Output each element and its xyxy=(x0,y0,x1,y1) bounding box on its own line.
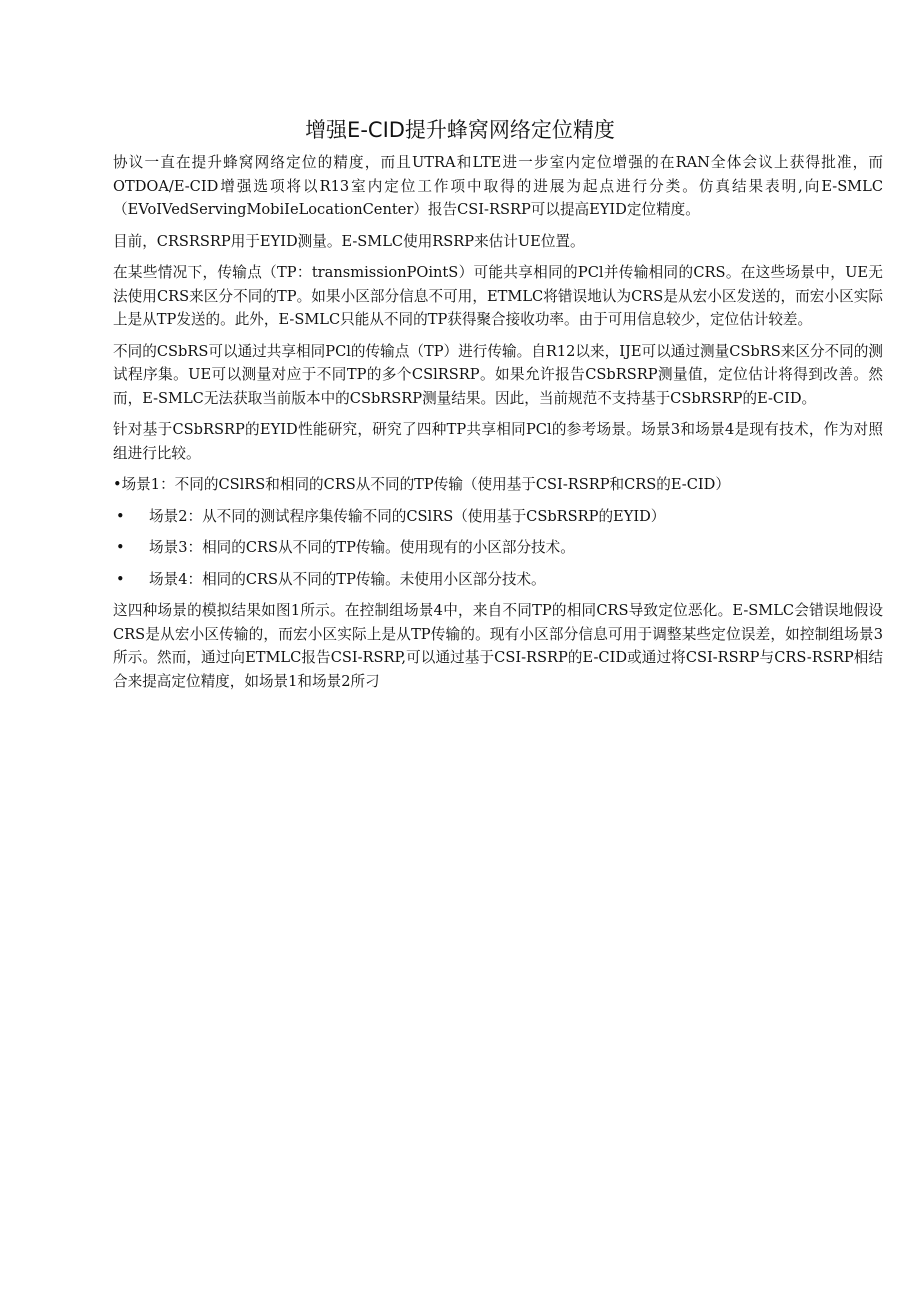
bullet-marker: • xyxy=(116,539,125,556)
bullet-scenario-2 xyxy=(113,505,883,529)
bullet-marker: • xyxy=(116,570,125,588)
bullet-marker: • xyxy=(116,507,125,525)
document-body xyxy=(113,151,883,701)
paragraph-reference-scenarios: 针对基于CSbRSRP的EYID性能研究，研究了四种TP共享相同PCl的参考场景。场景3和场景4是现有技术，作为对照组进行比较。 xyxy=(113,421,883,462)
paragraph-csi-rs: 不同的CSbRS可以通过共享相同PCl的传输点（TP）进行传输。自R12以来，IJE可以通过测量CSbRS来区分不同的测试程序集。UE可以测量对应于不同TP的多个CSlRSRP。如果允许报告CSbRSRP测量值，定位估计将得到改善。然而，E-SMLC无法获取当前版本中的CSbRSRP测量结果。因此，当前规范不支持基于CSbRSRP的E-CID。 xyxy=(113,342,883,407)
document-title: 增强E-CID提升蜂窝网络定位精度 xyxy=(305,118,615,142)
paragraph-current: 目前，CRSRSRP用于EYID测量。E-SMLC使用RSRP来估计UE位置。 xyxy=(113,232,585,250)
paragraph-conclusion: 这四种场景的模拟结果如图1所示。在控制组场景4中，来自不同TP的相同CRS导致定位恶化。E-SMLC会错误地假设CRS是从宏小区传输的，而宏小区实际上是从TP传输的。现有小区部分信息可用于调整某些定位误差，如控制组场景3所示。然而，通过向ETMLC报告CSI-RSRP,可以通过基于CSI-RSRP的E-CID或通过将CSI-RSRP与CRS-RSRP相结合来提高定位精度，如场景1和场景2所刁 xyxy=(113,602,883,690)
bullet-scenario-4 xyxy=(113,568,883,592)
paragraph-intro: 协议一直在提升蜂窝网络定位的精度，而且UTRA和LTE进一步室内定位增强的在RAN全体会议上获得批准，而OTDOA/E-CID增强选项将以R13室内定位工作项中取得的进展为起点进行分类。仿真结果表明,向E-SMLC（EVoIVedServingMobiIeLocationCenter）报告CSI-RSRP可以提高EYID定位精度。 xyxy=(113,154,883,218)
bullet-scenario-1: •场景1：不同的CSlRS和相同的CRS从不同的TP传输（使用基于CSI-RSRP和CRS的E-CID） xyxy=(113,476,730,493)
bullet-scenario-3 xyxy=(113,536,883,560)
bullet-text: 场景3：相同的CRS从不同的TP传输。使用现有的小区部分技术。 xyxy=(149,539,575,556)
paragraph-scenarios-problem: 在某些情况下，传输点（TP：transmissionPOintS）可能共享相同的PCl并传输相同的CRS。在这些场景中，UE无法使用CRS来区分不同的TP。如果小区部分信息不可用，ETMLC将错误地认为CRS是从宏小区发送的，而宏小区实际上是从TP发送的。此外，E-SMLC只能从不同的TP获得聚合接收功率。由于可用信息较少，定位估计较差。 xyxy=(113,264,883,328)
bullet-text: 场景2：从不同的测试程序集传输不同的CSlRS（使用基于CSbRSRP的EYID） xyxy=(149,507,666,525)
bullet-text: 场景4：相同的CRS从不同的TP传输。未使用小区部分技术。 xyxy=(149,570,546,588)
